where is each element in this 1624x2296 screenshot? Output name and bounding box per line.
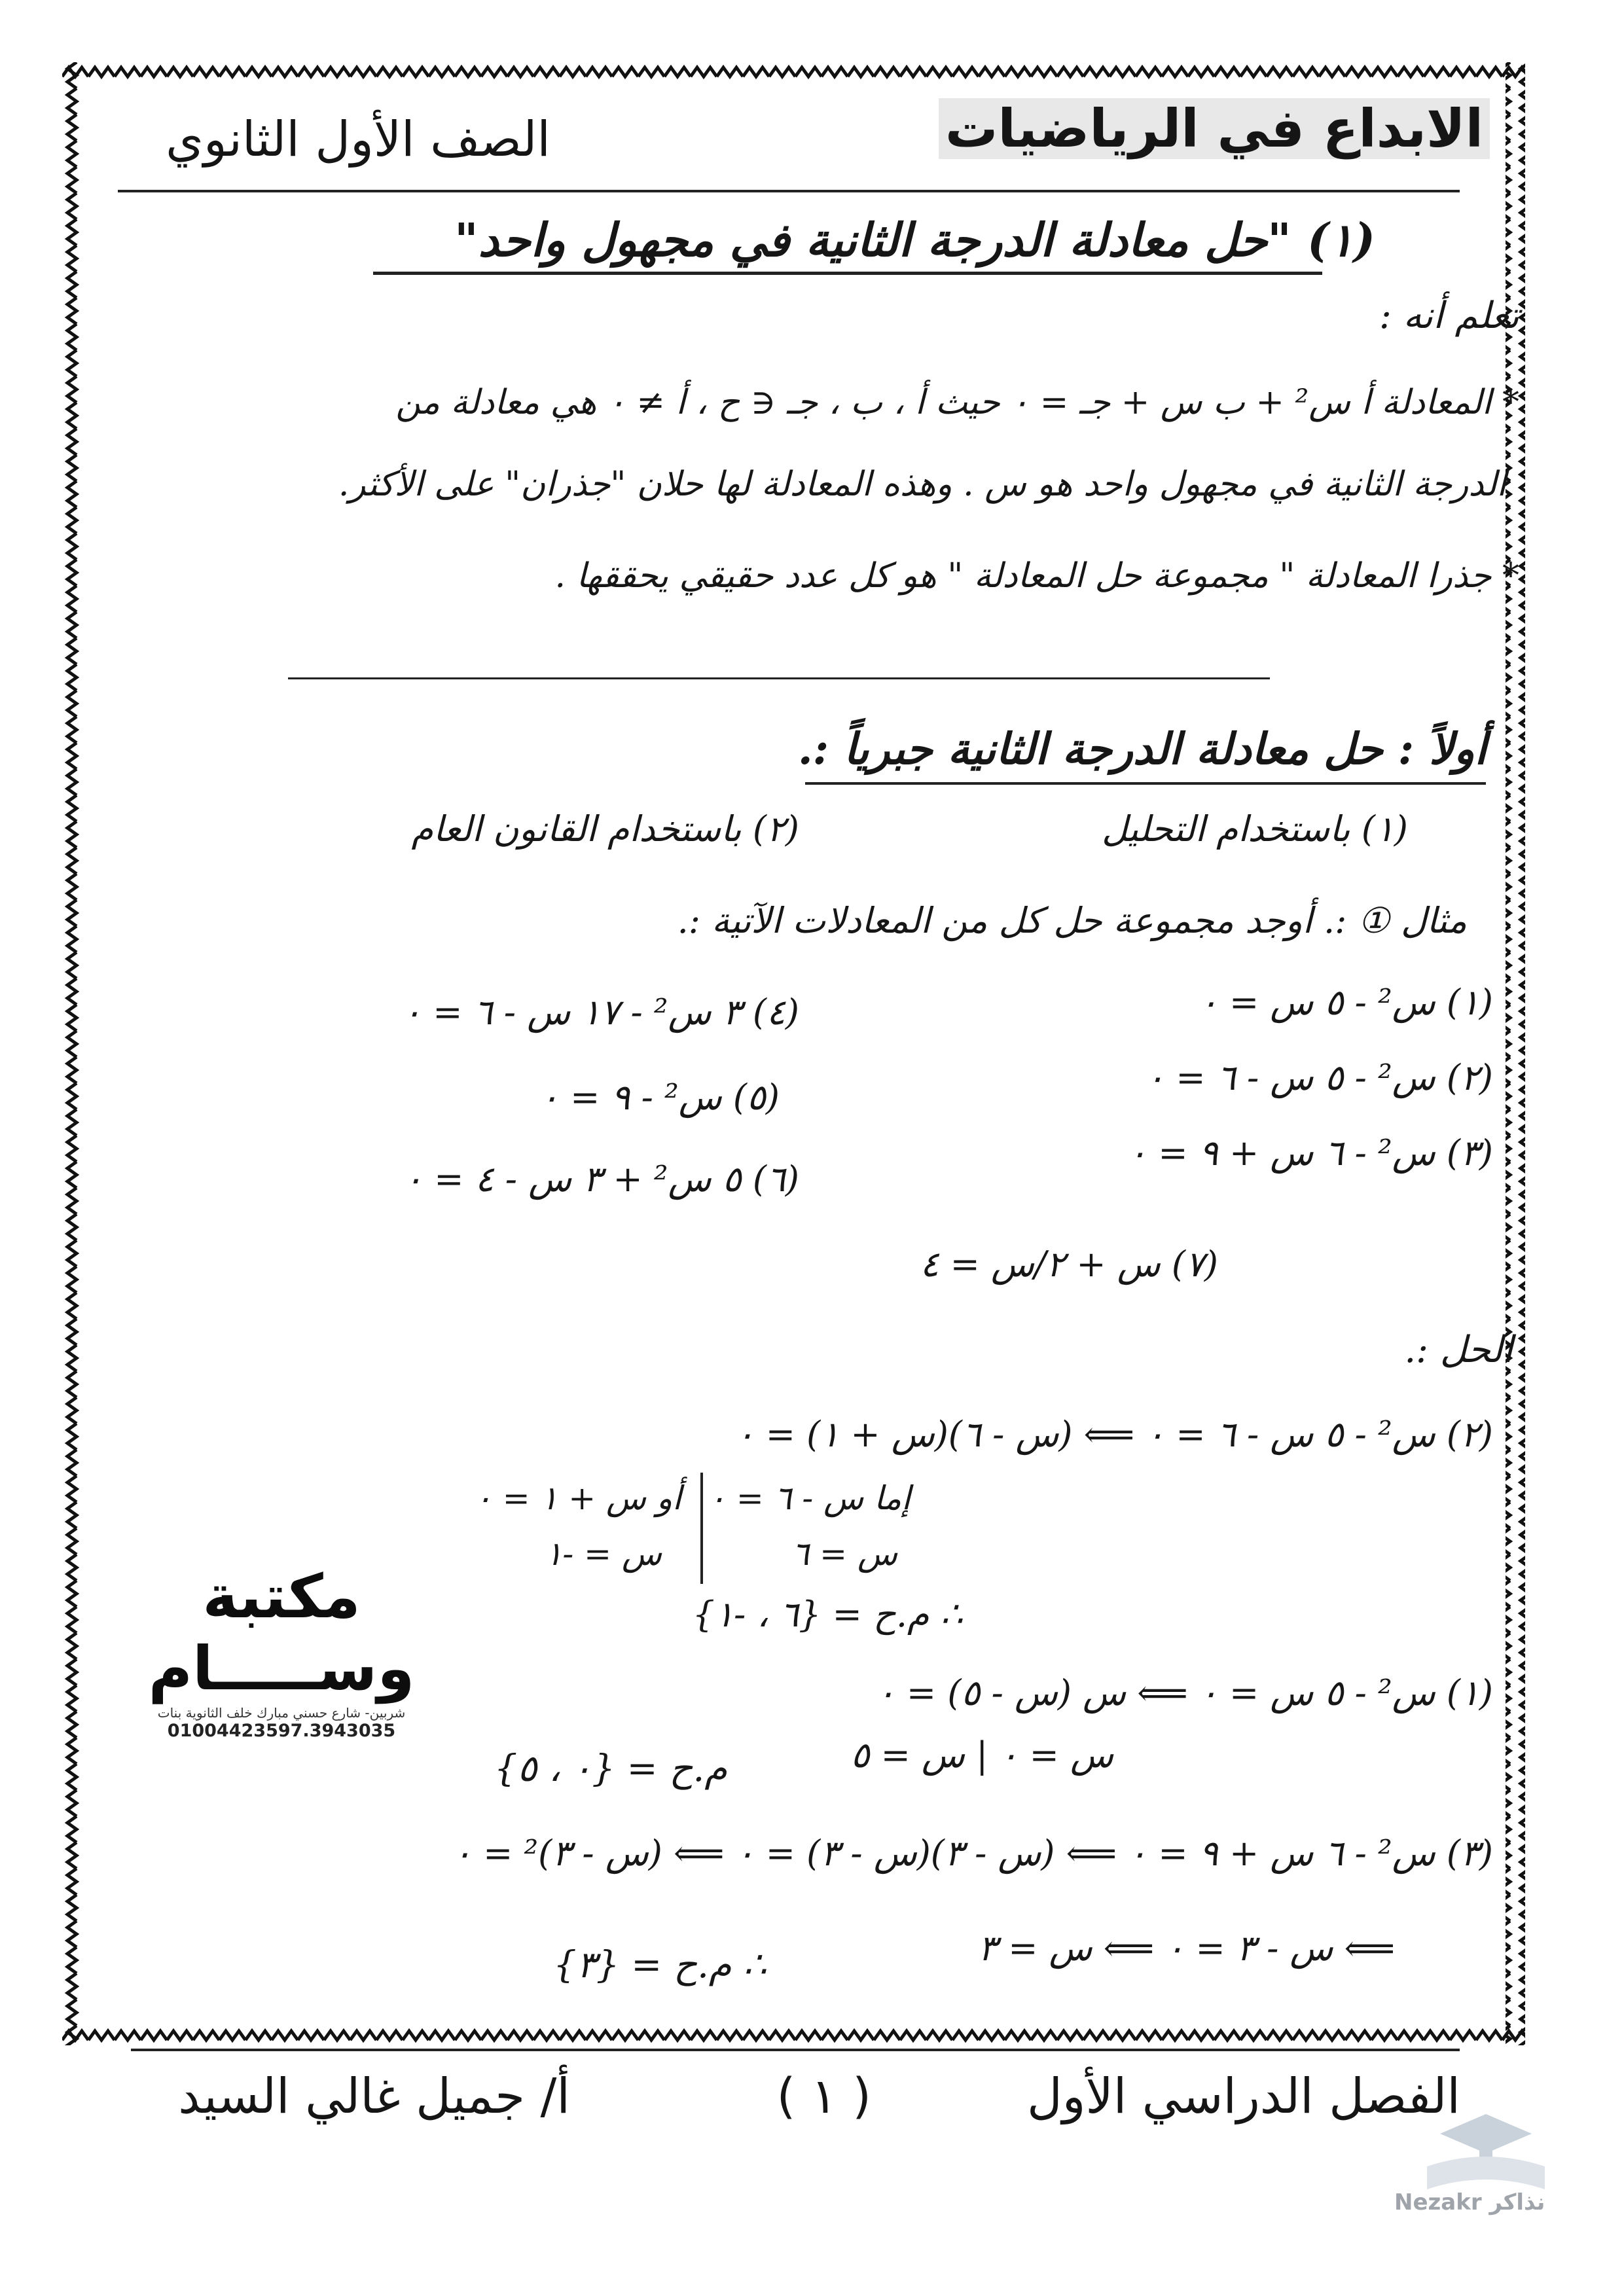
- intro-point-1-line-1: * المعادلة أ س² + ب س + جـ = ٠ حيث أ ، ب ، جـ ∈ ح ، أ ≠ ٠ هي معادلة من: [395, 383, 1519, 422]
- nezakr-logo-icon: [1388, 2108, 1584, 2199]
- footer-term: الفصل الدراسي الأول: [1027, 2068, 1460, 2125]
- stamp-name: مكتبة وســـــام: [148, 1562, 415, 1704]
- solution-2-case-a: إما س - ٦ = ٠: [708, 1479, 911, 1517]
- footer-teacher: أ/ جميل غالي السيد: [178, 2068, 570, 2125]
- lesson-title: (١) "حل معادلة الدرجة الثانية في مجهول واحد": [454, 213, 1375, 267]
- solution-2-root-b: س = -١: [545, 1535, 662, 1573]
- solution-2-case-b: أو س + ١ = ٠: [474, 1479, 681, 1517]
- equation-2: (٢) س² - ٥ س - ٦ = ٠: [1146, 1057, 1493, 1098]
- library-stamp: [98, 1561, 465, 1741]
- solution-3-root: ⟸ س - ٣ = ٠ ⟸ س = ٣: [978, 1928, 1395, 1969]
- header-grade: الصف الأول الثانوي: [166, 111, 550, 168]
- solution-1-factored: (١) س² - ٥ س = ٠ ⟸ س (س - ٥) = ٠: [876, 1672, 1493, 1713]
- method-general-formula: (٢) باستخدام القانون العام: [411, 808, 799, 850]
- solution-1-roots: س = ٠ | س = ٥: [850, 1734, 1113, 1776]
- intro-heading: تعلم أنه :: [1379, 295, 1519, 337]
- solution-1-set: م.ح = {٠ ، ٥}: [494, 1748, 727, 1790]
- header-title: الابداع في الرياضيات: [939, 98, 1490, 159]
- solution-2-set: ∴ م.ح = {٦ ، -١}: [692, 1594, 963, 1635]
- intro-point-1-line-2: الدرجة الثانية في مجهول واحد هو س . وهذه المعادلة لها حلان "جذران" على الأكثر.: [338, 465, 1506, 504]
- section-divider: [288, 677, 1270, 679]
- equation-3: (٣) س² - ٦ س + ٩ = ٠: [1128, 1132, 1493, 1174]
- stamp-address: شربين- شارع حسني مبارك خلف الثانوية بنات: [157, 1705, 406, 1721]
- example-label: مثال ① :. أوجد مجموعة حل كل من المعادلات الآتية :.: [677, 900, 1467, 941]
- stamp-phone: 01004423597.3943035: [167, 1721, 396, 1741]
- equation-5: (٥) س² - ٩ = ٠: [539, 1077, 780, 1118]
- equation-6: (٦) ٥ س² + ٣ س - ٤ = ٠: [404, 1158, 799, 1200]
- equation-1: (١) س² - ٥ س = ٠: [1199, 982, 1493, 1023]
- method-factoring: (١) باستخدام التحليل: [1102, 808, 1408, 850]
- equation-7: (٧) س + ٢/س = ٤: [920, 1244, 1218, 1285]
- solution-heading: الحل :.: [1404, 1329, 1513, 1371]
- section-heading-underline: [805, 782, 1486, 785]
- equation-4: (٤) ٣ س² - ١٧ س - ٦ = ٠: [403, 992, 799, 1033]
- footer-divider: [131, 2049, 1460, 2051]
- header-divider: [118, 190, 1460, 192]
- solution-2-root-a: س = ٦: [791, 1535, 897, 1573]
- solution-2-factored: (٢) س² - ٥ س - ٦ = ٠ ⟸ (س - ٦)(س + ١) = ٠: [735, 1414, 1493, 1455]
- footer-page-number: ( ١ ): [776, 2068, 871, 2125]
- solution-3-set: ∴ م.ح = {٣}: [553, 1944, 767, 1986]
- lesson-title-underline: [373, 272, 1322, 275]
- intro-point-2: * جذرا المعادلة " مجموعة حل المعادلة " هو كل عدد حقيقي يحققها .: [554, 556, 1519, 596]
- section-heading: أولاً : حل معادلة الدرجة الثانية جبرياً :.: [797, 723, 1487, 774]
- decorative-border: [62, 62, 1525, 2045]
- solution-3-factored: (٣) س² - ٦ س + ٩ = ٠ ⟸ (س - ٣)(س - ٣) = ٠ ⟸ (س - ٣)² = ٠: [452, 1833, 1493, 1874]
- watermark-text: Nezakr نذاكر: [1394, 2189, 1545, 2215]
- solution-2-case-divider: [700, 1473, 703, 1584]
